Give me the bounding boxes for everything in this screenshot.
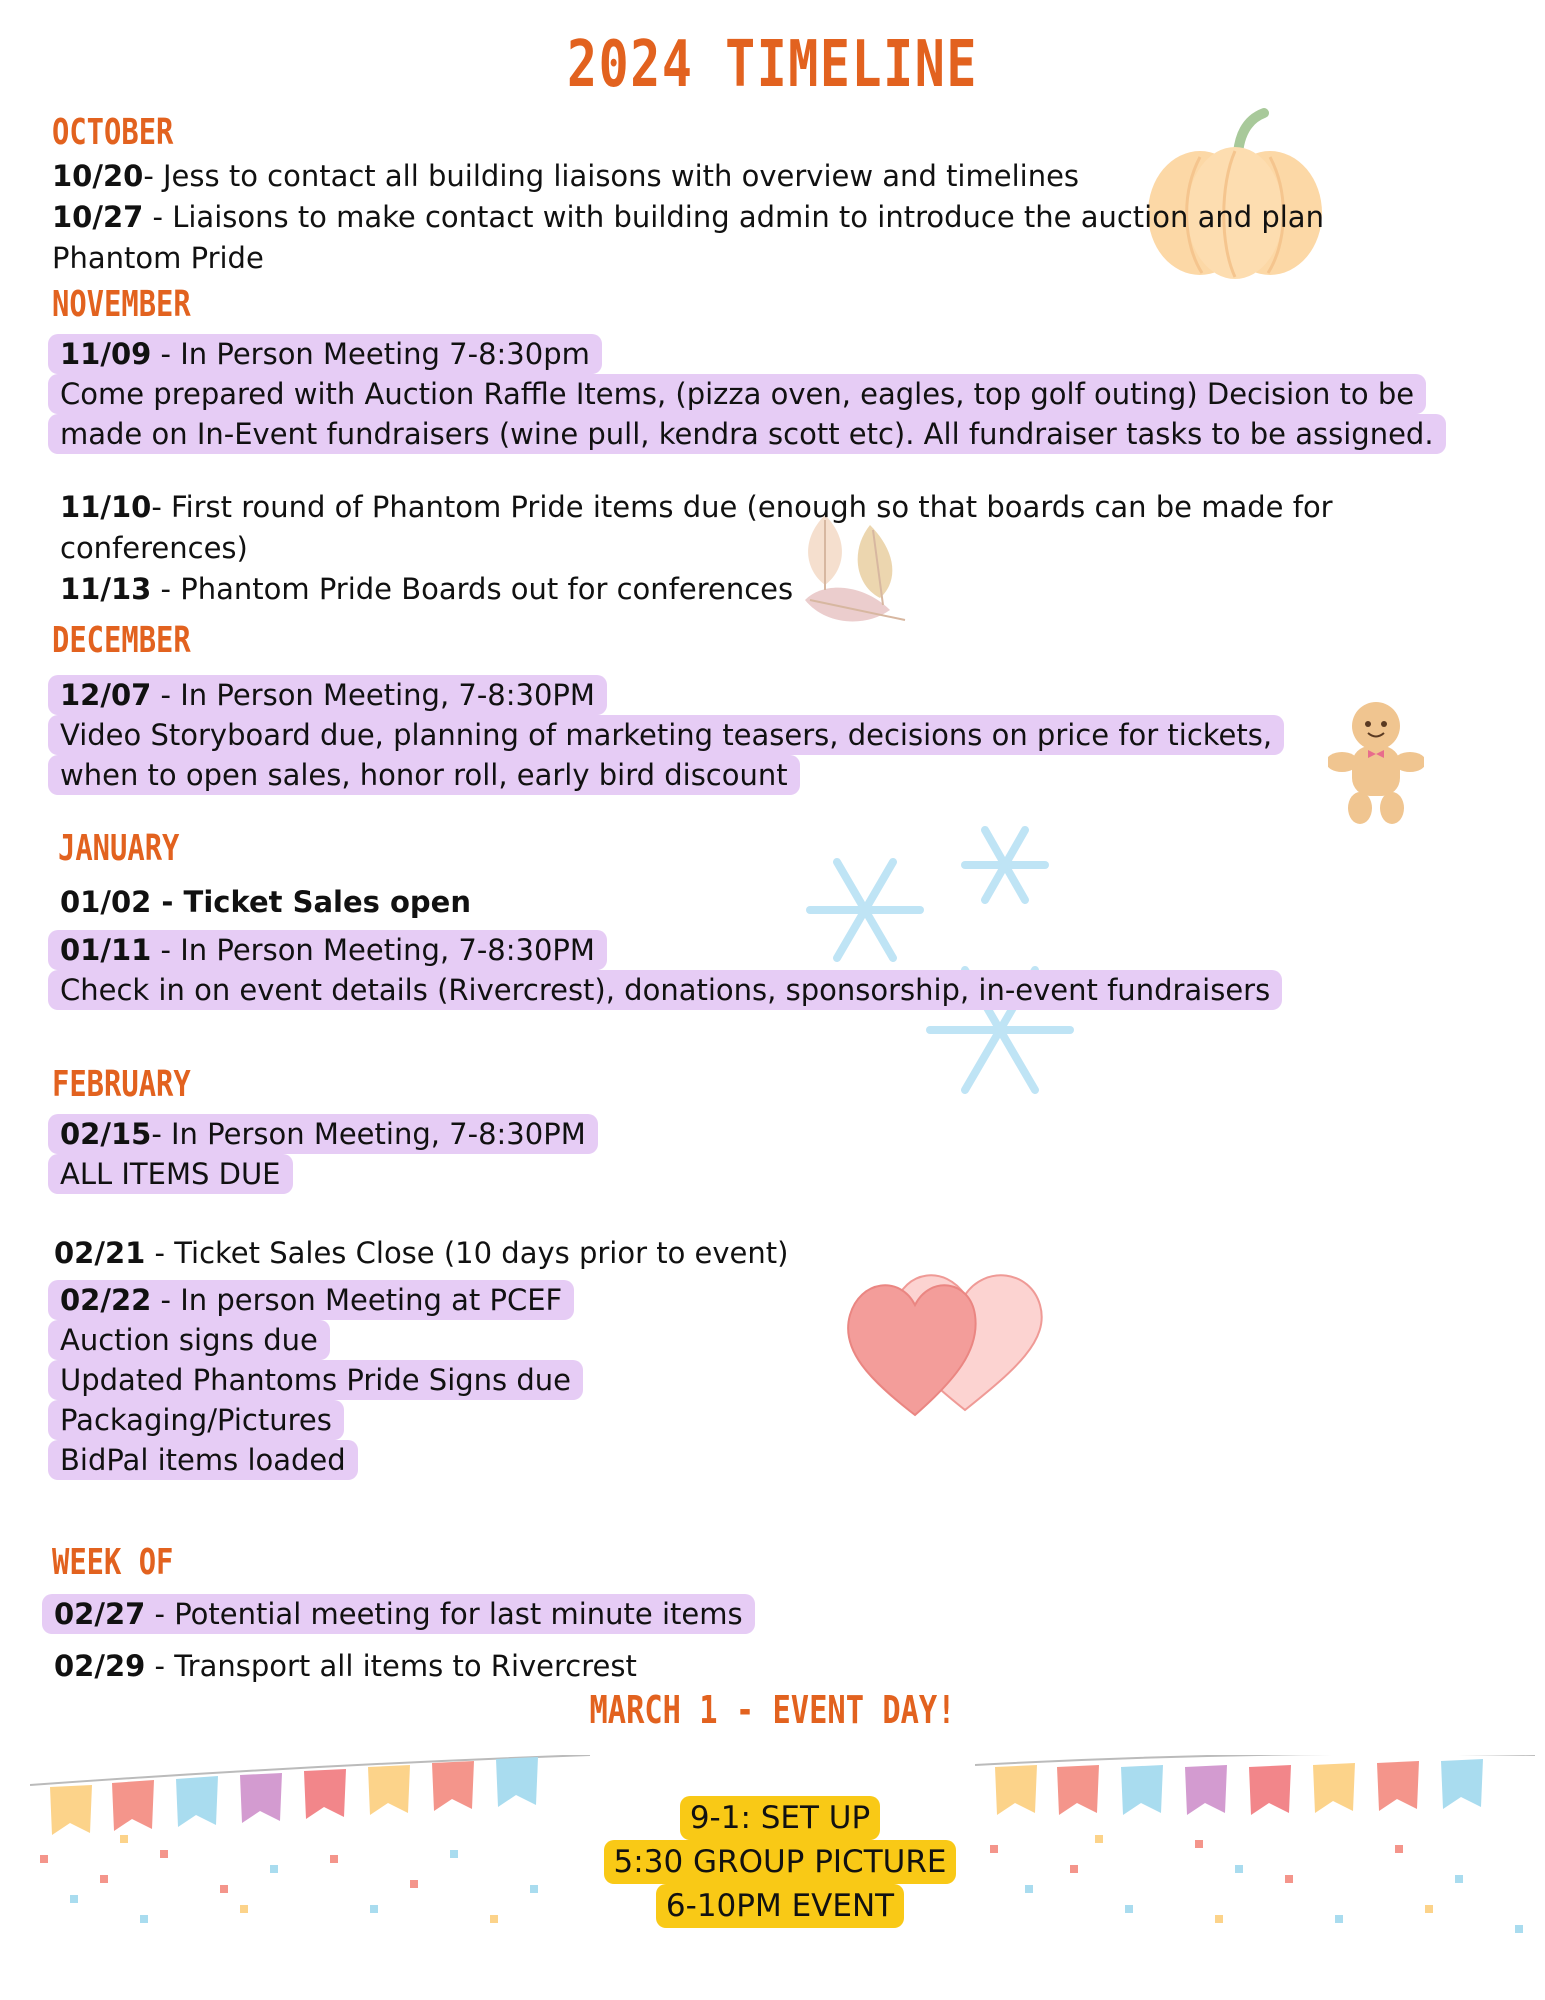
event-day-heading: MARCH 1 - EVENT DAY! xyxy=(589,1688,956,1732)
month-heading-january: JANUARY xyxy=(58,828,180,869)
bunting-left-icon xyxy=(30,1755,595,1965)
timeline-entry: 10/27 - Liaisons to make contact with building admin to introduce the auction and plan xyxy=(52,200,1324,234)
meeting-block-february-1: 02/15- In Person Meeting, 7-8:30PM ALL ITEMS DUE xyxy=(48,1114,598,1194)
meeting-block-february-2: 02/22 - In person Meeting at PCEF Auction signs due Updated Phantoms Pride Signs due Packaging/Pictures BidPal items loaded xyxy=(48,1280,583,1480)
timeline-entry-continued: Phantom Pride xyxy=(52,241,264,275)
meeting-block-week-of: 02/27 - Potential meeting for last minute items xyxy=(42,1594,755,1634)
hearts-icon xyxy=(815,1250,1065,1420)
month-heading-february: FEBRUARY xyxy=(52,1064,191,1105)
timeline-entry: 02/21 - Ticket Sales Close (10 days prior to event) xyxy=(54,1236,789,1270)
gingerbread-icon xyxy=(1328,700,1424,826)
bunting-right-icon xyxy=(975,1755,1540,1965)
meeting-block-december: 12/07 - In Person Meeting, 7-8:30PM Video Storyboard due, planning of marketing teasers, decisions on price for tickets, when to open sales, honor roll, early bird discount xyxy=(48,675,1284,795)
event-schedule xyxy=(595,1796,965,1928)
schedule-item: 6-10PM EVENT xyxy=(656,1884,904,1928)
timeline-entry-continued: conferences) xyxy=(60,531,248,565)
month-heading-week-of: WEEK OF xyxy=(52,1542,174,1583)
timeline-entry: 02/29 - Transport all items to Rivercrest xyxy=(54,1649,637,1683)
page-title: 2024 TIMELINE xyxy=(567,28,978,102)
pumpkin-icon xyxy=(1140,105,1330,285)
schedule-item: 5:30 GROUP PICTURE xyxy=(604,1840,957,1884)
month-heading-november: NOVEMBER xyxy=(52,284,191,325)
schedule-item: 9-1: SET UP xyxy=(680,1796,880,1840)
timeline-entry: 10/20- Jess to contact all building liaisons with overview and timelines xyxy=(52,159,1080,193)
month-heading-december: DECEMBER xyxy=(52,620,191,661)
meeting-block-november: 11/09 - In Person Meeting 7-8:30pm Come prepared with Auction Raffle Items, (pizza oven, eagles, top golf outing) Decision to be made on In-Event fundraisers (wine pull, kendra scott etc). All fundraiser tasks to be assigned. xyxy=(48,334,1446,454)
timeline-entry: 01/02 - Ticket Sales open xyxy=(60,885,471,919)
autumn-leaves-icon xyxy=(795,510,915,640)
month-heading-october: OCTOBER xyxy=(52,112,174,153)
timeline-entry: 11/13 - Phantom Pride Boards out for conferences xyxy=(60,572,794,606)
meeting-block-january: 01/11 - In Person Meeting, 7-8:30PM Check in on event details (Rivercrest), donations, sponsorship, in-event fundraisers xyxy=(48,930,1282,1010)
timeline-entry: 11/10- First round of Phantom Pride items due (enough so that boards can be made for xyxy=(60,490,1333,524)
